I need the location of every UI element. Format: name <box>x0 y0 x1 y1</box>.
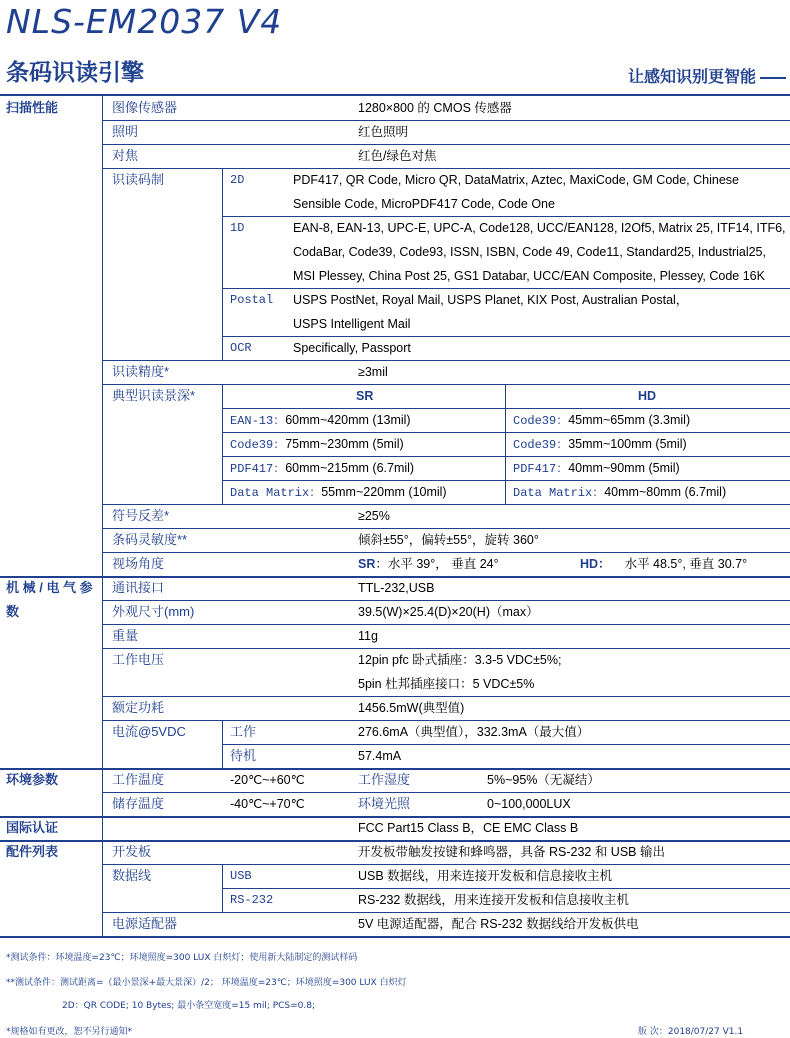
illum-value: 红色照明 <box>358 125 409 139</box>
dof-row <box>513 432 687 457</box>
sym-postal-line1: USPS PostNet, Royal Mail, USPS Planet, KIX Post, Australian Postal， <box>293 293 689 307</box>
sym-postal-label: Postal <box>230 293 274 307</box>
dof-hd-value: 45mm~65mm (3.3mil) <box>568 413 691 427</box>
dof-sr-header: SR <box>356 389 374 403</box>
page-subtitle: 条码识读引擎 <box>6 60 144 86</box>
category-cert: 国际认证 <box>6 820 59 835</box>
sym-2d-line1: PDF417, QR Code, Micro QR, DataMatrix, Aztec, MaxiCode, GM Code, Chinese <box>293 173 739 187</box>
row-rule <box>102 624 790 625</box>
psu-label: 电源适配器 <box>112 916 178 931</box>
power-value: 1456.5mW(典型值) <box>358 701 465 715</box>
category-mech: 机 械 / 电 气 参 <box>6 580 93 595</box>
dof-label: 典型识读景深* <box>112 388 196 403</box>
precision-value: ≥3mil <box>358 365 388 379</box>
col-rule <box>505 384 506 504</box>
op-temp-label: 工作温度 <box>112 772 165 787</box>
cable-rs232-label: RS-232 <box>230 893 274 907</box>
col-rule <box>222 168 223 360</box>
dof-sr-value: 60mm~215mm (6.7mil) <box>285 461 415 475</box>
interface-label: 通讯接口 <box>112 580 165 595</box>
dimension-value: 39.5(W)×25.4(D)×20(H)（max） <box>358 605 539 619</box>
voltage-line2: 5pin 杜邦插座接口：5 VDC±5% <box>358 677 535 691</box>
dof-row <box>230 408 411 433</box>
storage-temp-value: -40℃~+70℃ <box>230 797 305 811</box>
ambient-light-label: 环境光照 <box>358 796 411 811</box>
dof-hd-code: Data Matrix： <box>513 486 605 500</box>
row-rule <box>102 384 790 385</box>
dof-hd-code: PDF417： <box>513 462 569 476</box>
fov-label: 视场角度 <box>112 556 165 571</box>
op-humidity-value: 5%~95%（无凝结） <box>487 773 600 787</box>
fov-hd-value: 水平 48.5°, 垂直 30.7° <box>624 557 748 571</box>
category-scan: 扫描性能 <box>6 100 59 115</box>
col-rule <box>222 384 223 504</box>
slogan-text: 让感知识别更智能 <box>627 67 756 86</box>
dimension-label: 外观尺寸(mm) <box>112 604 195 619</box>
label-column-rule <box>102 96 103 936</box>
cable-usb-value: USB 数据线，用来连接开发板和信息接收主机 <box>358 869 613 883</box>
fov-hd <box>580 552 747 576</box>
psu-value: 5V 电源适配器，配合 RS-232 数据线给开发板供电 <box>358 917 639 931</box>
dof-sr-value: 55mm~220mm (10mil) <box>321 485 447 499</box>
voltage-label: 工作电压 <box>112 652 165 667</box>
section-rule <box>0 936 790 938</box>
sym-2d-label: 2D <box>230 173 245 187</box>
dof-row <box>230 432 404 457</box>
sym-postal-line2: USPS Intelligent Mail <box>293 317 411 331</box>
dof-sr-value: 75mm~230mm (5mil) <box>285 437 404 451</box>
sym-1d-line2: CodaBar, Code39, Code93, ISSN, ISBN, Code 49, Code11, Standard25, Industrial25, <box>293 245 766 259</box>
sensor-label: 图像传感器 <box>112 100 178 115</box>
sym-ocr-label: OCR <box>230 341 252 355</box>
focus-value: 红色/绿色对焦 <box>358 149 437 163</box>
sensitivity-label: 条码灵敏度** <box>112 532 188 547</box>
version: 版 次：2018/07/27 V1.1 <box>638 1027 744 1037</box>
row-rule <box>102 360 790 361</box>
ambient-light-value: 0~100,000LUX <box>487 797 571 811</box>
category-env: 环境参数 <box>6 772 59 787</box>
sym-1d-line1: EAN-8, EAN-13, UPC-E, UPC-A, Code128, UCC/EAN128, I2Of5, Matrix 25, ITF14, ITF6, <box>293 221 786 235</box>
sym-ocr-value: Specifically, Passport <box>293 341 411 355</box>
dof-sr-value: 60mm~420mm (13mil) <box>285 413 411 427</box>
dof-row <box>513 456 680 481</box>
op-humidity-label: 工作湿度 <box>358 772 411 787</box>
fov-sr-value: ：水平 39°， 垂直 24° <box>375 557 499 571</box>
dof-row <box>513 408 690 433</box>
op-temp-value: -20℃~+60℃ <box>230 773 305 787</box>
category-acc: 配件列表 <box>6 844 59 859</box>
dof-sr-code: Code39： <box>230 438 286 452</box>
fov-sr <box>358 552 499 576</box>
current-label: 电流@5VDC <box>112 724 186 739</box>
sensor-value: 1280×800 的 CMOS 传感器 <box>358 101 512 115</box>
contrast-value: ≥25% <box>358 509 390 523</box>
cable-label: 数据线 <box>112 868 152 883</box>
row-rule <box>102 792 790 793</box>
footnote-1: *测试条件：环境温度=23℃；环境照度=300 LUX 白炽灯；使用新大陆制定的测试样码 <box>6 953 358 963</box>
sym-2d-line2: Sensible Code, MicroPDF417 Code, Code One <box>293 197 555 211</box>
dof-sr-code: EAN-13： <box>230 414 286 428</box>
sym-1d-line3: MSI Plessey, China Post 25, GS1 Databar, UCC/EAN Composite, Plessey, Code 16K <box>293 269 765 283</box>
dof-row <box>230 456 414 481</box>
fov-sr-tag: SR <box>358 557 376 571</box>
footnote-3: 2D：QR CODE; 10 Bytes; 最小条空宽度=15 mil; PCS=0.8; <box>62 1001 316 1011</box>
slogan-dash <box>760 77 786 79</box>
weight-value: 11g <box>358 629 378 643</box>
fov-hd-tag: HD： <box>580 557 611 571</box>
cable-rs232-value: RS-232 数据线，用来连接开发板和信息接收主机 <box>358 893 629 907</box>
weight-label: 重量 <box>112 628 139 643</box>
dof-row <box>513 480 726 505</box>
dof-sr-code: PDF417： <box>230 462 286 476</box>
contrast-label: 符号反差* <box>112 508 170 523</box>
illum-label: 照明 <box>112 124 139 139</box>
dof-hd-value: 40mm~90mm (5mil) <box>568 461 680 475</box>
sym-1d-label: 1D <box>230 221 245 235</box>
devboard-value: 开发板带触发按键和蜂鸣器，具备 RS-232 和 USB 输出 <box>358 845 665 859</box>
current-work-label: 工作 <box>230 724 257 739</box>
cert-value: FCC Part15 Class B，CE EMC Class B <box>358 821 579 835</box>
row-rule <box>102 504 790 505</box>
col-rule <box>222 720 223 768</box>
interface-value: TTL-232,USB <box>358 581 435 595</box>
row-rule <box>222 744 790 745</box>
symbology-label: 识读码制 <box>112 172 165 187</box>
col-rule <box>222 864 223 912</box>
precision-label: 识读精度* <box>112 364 170 379</box>
storage-temp-label: 储存温度 <box>112 796 165 811</box>
sensitivity-value: 倾斜±55°，偏转±55°，旋转 360° <box>358 533 539 547</box>
footnote-2: **测试条件：测试距离=（最小景深+最大景深）/2； 环境温度=23℃；环境照度=300 LUX 白炽灯 <box>6 978 407 988</box>
slogan <box>628 64 786 87</box>
row-rule <box>102 120 790 121</box>
dof-hd-value: 40mm~80mm (6.7mil) <box>604 485 727 499</box>
row-rule <box>102 144 790 145</box>
dof-hd-value: 35mm~100mm (5mil) <box>568 437 687 451</box>
current-work-value: 276.6mA（典型值），332.3mA（最大值） <box>358 725 590 739</box>
cable-usb-label: USB <box>230 869 252 883</box>
devboard-label: 开发板 <box>112 844 152 859</box>
power-label: 额定功耗 <box>112 700 165 715</box>
dof-hd-code: Code39： <box>513 414 569 428</box>
dof-hd-header: HD <box>638 389 657 403</box>
dof-hd-code: Code39： <box>513 438 569 452</box>
dof-row <box>230 480 447 505</box>
voltage-line1: 12pin pfc 卧式插座：3.3-5 VDC±5%; <box>358 653 562 667</box>
focus-label: 对焦 <box>112 148 139 163</box>
current-idle-label: 待机 <box>230 748 257 763</box>
page-title: NLS-EM2037 V4 <box>6 2 283 41</box>
category-mech-cont: 数 <box>6 604 20 619</box>
dof-sr-code: Data Matrix： <box>230 486 322 500</box>
disclaimer: *规格如有更改，恕不另行通知* <box>6 1027 133 1037</box>
current-idle-value: 57.4mA <box>358 749 402 763</box>
